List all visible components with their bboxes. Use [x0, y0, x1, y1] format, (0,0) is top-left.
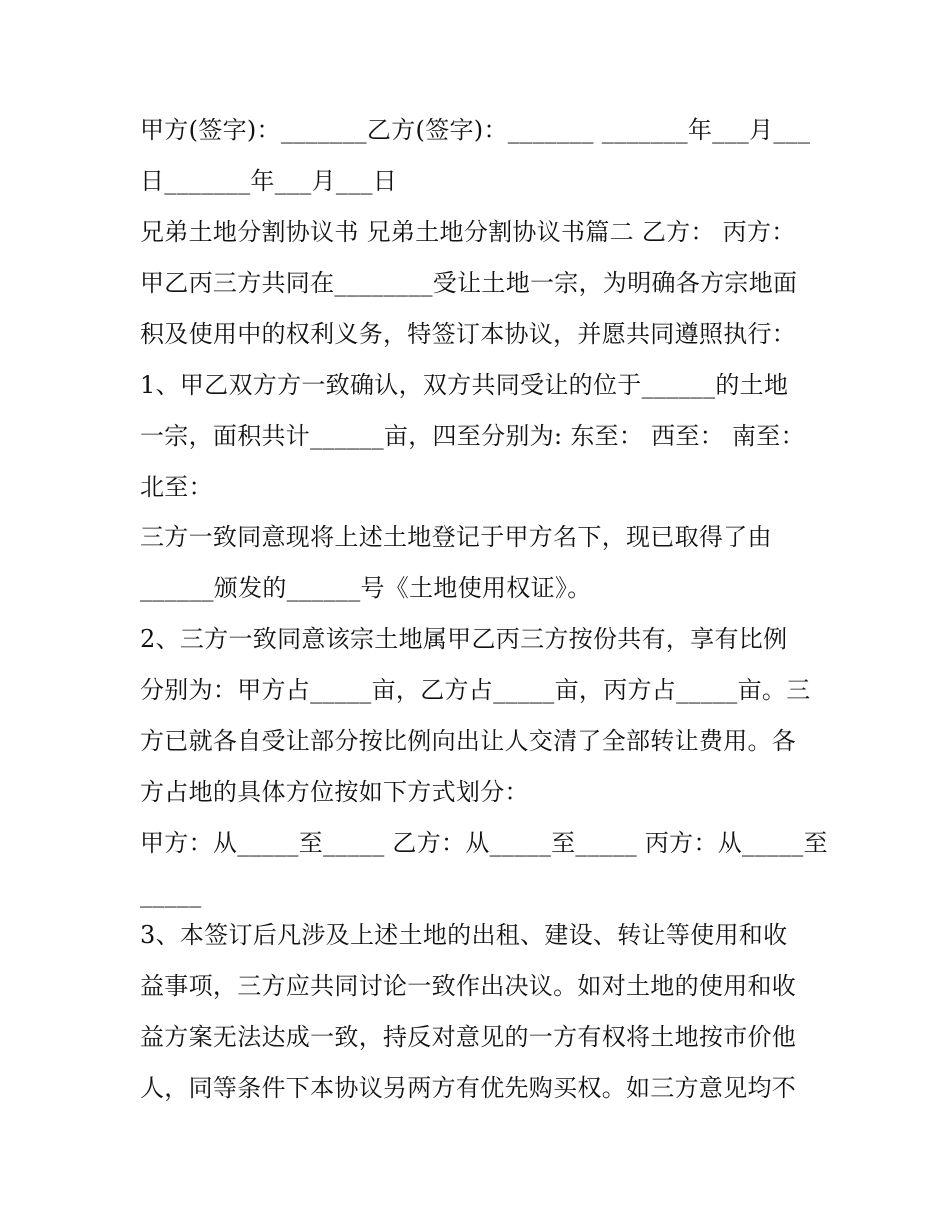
text-line: 方已就各自受让部分按比例向出让人交清了全部转让费用。各: [140, 727, 797, 755]
text-line: 甲方：从_____至_____ 乙方：从_____至_____ 丙方：从_____至: [140, 829, 828, 857]
text-line: 益事项，三方应共同讨论一致作出决议。如对土地的使用和收: [140, 972, 797, 1000]
text-line: 人，同等条件下本协议另两方有优先购买权。如三方意见均不: [140, 1074, 797, 1102]
text-line: ______颁发的______号《土地使用权证》。: [140, 574, 592, 602]
text-line: 一宗，面积共计______亩，四至分别为: 东至： 西至： 南至：: [140, 422, 805, 450]
text-line: 积及使用中的权利义务，特签订本协议，并愿共同遵照执行：: [140, 320, 797, 348]
text-line: 甲乙丙三方共同在________受让土地一宗，为明确各方宗地面: [140, 269, 798, 297]
date-line: 日_______年___月___日: [140, 167, 398, 195]
text-line: 北至：: [140, 473, 213, 501]
clause-3-line: 3、本签订后凡涉及上述土地的出租、建设、转让等使用和收: [140, 921, 788, 949]
text-line: 益方案无法达成一致，持反对意见的一方有权将土地按市价他: [140, 1023, 797, 1051]
text-line: 三方一致同意现将上述土地登记于甲方名下，现已取得了由: [140, 523, 772, 551]
clause-2-line: 2、三方一致同意该宗土地属甲乙丙三方按份共有，享有比例: [140, 625, 788, 653]
signature-line: 甲方(签字)：_______乙方(签字)：_______ _______年___月___: [140, 116, 811, 144]
section-title: 兄弟土地分割协议书 兄弟土地分割协议书篇二 乙方： 丙方：: [140, 218, 796, 246]
text-line: 分别为：甲方占_____亩，乙方占_____亩，丙方占_____亩。三: [140, 676, 811, 704]
text-line: _____: [140, 880, 202, 908]
clause-1-line: 1、甲乙双方方一致确认，双方共同受让的位于______的土地: [140, 371, 789, 399]
text-line: 方占地的具体方位按如下方式划分：: [140, 778, 529, 806]
